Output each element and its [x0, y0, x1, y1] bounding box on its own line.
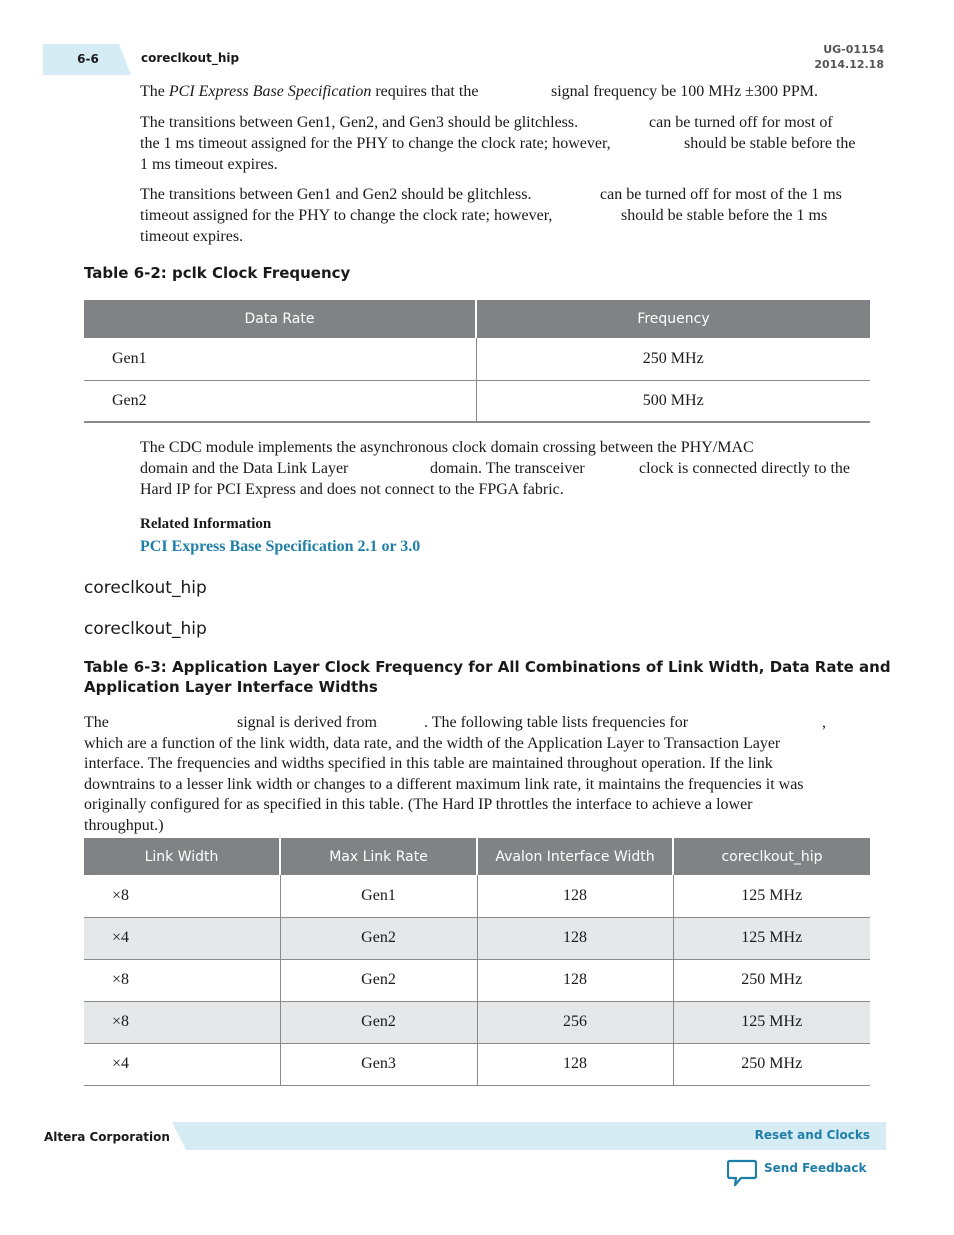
spec-title: PCI Express Base Specification: [168, 83, 372, 100]
subheading-coreclkout-hip: coreclkout_hip: [84, 619, 207, 639]
table-cell: 125 MHz: [673, 875, 870, 917]
doc-id-block: [814, 42, 884, 72]
column-header: Link Width: [84, 838, 280, 875]
column-header: Avalon Interface Width: [477, 838, 673, 875]
cdc-line-2a: domain and the Data Link Layer: [140, 460, 349, 477]
doc-id: UG-01154: [823, 43, 884, 56]
table-cell: 128: [477, 1043, 673, 1085]
pcie-spec-link[interactable]: PCI Express Base Specification 2.1 or 3.0: [140, 538, 421, 555]
table-cell: 500 MHz: [476, 380, 870, 422]
t2-intro-1c: . The following table lists frequencies for: [424, 714, 689, 731]
cdc-line-1: The CDC module implements the asynchronous clock domain crossing between the PHY/MAC: [140, 439, 754, 456]
table-cell: Gen2: [280, 959, 477, 1001]
t2-intro-1b: signal is derived from: [237, 714, 377, 731]
table-row: [84, 1001, 870, 1043]
table-cell: Gen2: [280, 1001, 477, 1043]
table-cell: 128: [477, 959, 673, 1001]
table-cell: ×8: [84, 875, 280, 917]
table-cell: 125 MHz: [673, 917, 870, 959]
t2-intro-6: throughput.): [84, 817, 164, 834]
feedback-speech-bubble-icon[interactable]: [727, 1159, 757, 1187]
table-cell: 128: [477, 875, 673, 917]
pclk-frequency-table: [84, 300, 870, 423]
t2-intro-5: originally configured for as specified in this table. (The Hard IP throttles the interface to achieve a lower: [84, 796, 753, 813]
footer-company: Altera Corporation: [44, 1130, 170, 1144]
intro-p2-l1a: The transitions between Gen1, Gen2, and Gen3 should be glitchless.: [140, 114, 579, 131]
intro-p3-l2b: should be stable before the 1 ms: [621, 207, 828, 224]
table-caption-6-2: Table 6-2: pclk Clock Frequency: [84, 264, 351, 282]
text-run: The: [140, 83, 169, 100]
column-header: Max Link Rate: [280, 838, 477, 875]
subheading-coreclkout-hip: coreclkout_hip: [84, 578, 207, 598]
column-header: Data Rate: [84, 300, 476, 338]
table-cell: Gen2: [280, 917, 477, 959]
table-cell: Gen1: [84, 338, 476, 380]
table-row: [84, 917, 870, 959]
header-section-title: coreclkout_hip: [141, 51, 240, 65]
cdc-line-2b: domain. The transceiver: [430, 460, 585, 477]
related-info-heading: Related Information: [140, 516, 272, 532]
table-row: [84, 338, 870, 380]
table-cell: 250 MHz: [673, 1043, 870, 1085]
table-cell: 250 MHz: [673, 959, 870, 1001]
table-cell: ×8: [84, 1001, 280, 1043]
table-cell: 128: [477, 917, 673, 959]
table-cell: Gen3: [280, 1043, 477, 1085]
intro-p3-l3: timeout expires.: [140, 228, 244, 245]
column-header: Frequency: [476, 300, 870, 338]
doc-date: 2014.12.18: [814, 58, 884, 71]
text-run: requires that the: [371, 83, 479, 100]
table-caption-6-3: Table 6-3: Application Layer Clock Frequency for All Combinations of Link Width, Data Rate and: [84, 658, 891, 676]
table-cell: Gen1: [280, 875, 477, 917]
table-cell: ×8: [84, 959, 280, 1001]
table-cell: ×4: [84, 917, 280, 959]
table-cell: 125 MHz: [673, 1001, 870, 1043]
t2-intro-1a: The: [84, 714, 109, 731]
intro-p2-l1b: can be turned off for most of: [649, 114, 833, 131]
table-caption-6-3-line-2: Application Layer Interface Widths: [84, 678, 378, 696]
intro-p2-l3: 1 ms timeout expires.: [140, 156, 278, 173]
footer-section-link[interactable]: Reset and Clocks: [754, 1128, 870, 1142]
intro-p3-l1b: can be turned off for most of the 1 ms: [600, 186, 842, 203]
table-cell: 256: [477, 1001, 673, 1043]
cdc-line-2c: clock is connected directly to the: [639, 460, 851, 477]
intro-p2-l2a: the 1 ms timeout assigned for the PHY to change the clock rate; however,: [140, 135, 611, 152]
column-header: coreclkout_hip: [673, 838, 870, 875]
application-clock-table: [84, 838, 870, 1086]
intro-paragraph-1: [140, 82, 478, 103]
t2-intro-4: downtrains to a lesser link width or changes to a different maximum link rate, it maintains the frequencies it was: [84, 776, 804, 793]
table-cell: 250 MHz: [476, 338, 870, 380]
t2-intro-3: interface. The frequencies and widths specified in this table are maintained throughout operation. If the link: [84, 755, 773, 772]
t2-intro-2: which are a function of the link width, data rate, and the width of the Application Layer to Transaction Layer: [84, 735, 781, 752]
table-cell: Gen2: [84, 380, 476, 422]
table-row: [84, 959, 870, 1001]
send-feedback-link[interactable]: Send Feedback: [764, 1161, 867, 1175]
table-row: [84, 380, 870, 422]
intro-paragraph-1-tail: signal frequency be 100 MHz ±300 PPM.: [551, 83, 818, 100]
intro-p3-l2a: timeout assigned for the PHY to change the clock rate; however,: [140, 207, 553, 224]
intro-p3-l1a: The transitions between Gen1 and Gen2 should be glitchless.: [140, 186, 532, 203]
page-number: 6-6: [77, 52, 99, 66]
t2-intro-1d: ,: [822, 714, 826, 731]
table-row: [84, 1043, 870, 1085]
cdc-line-3: Hard IP for PCI Express and does not connect to the FPGA fabric.: [140, 481, 564, 498]
table-cell: ×4: [84, 1043, 280, 1085]
table-row: [84, 875, 870, 917]
intro-p2-l2b: should be stable before the: [684, 135, 856, 152]
